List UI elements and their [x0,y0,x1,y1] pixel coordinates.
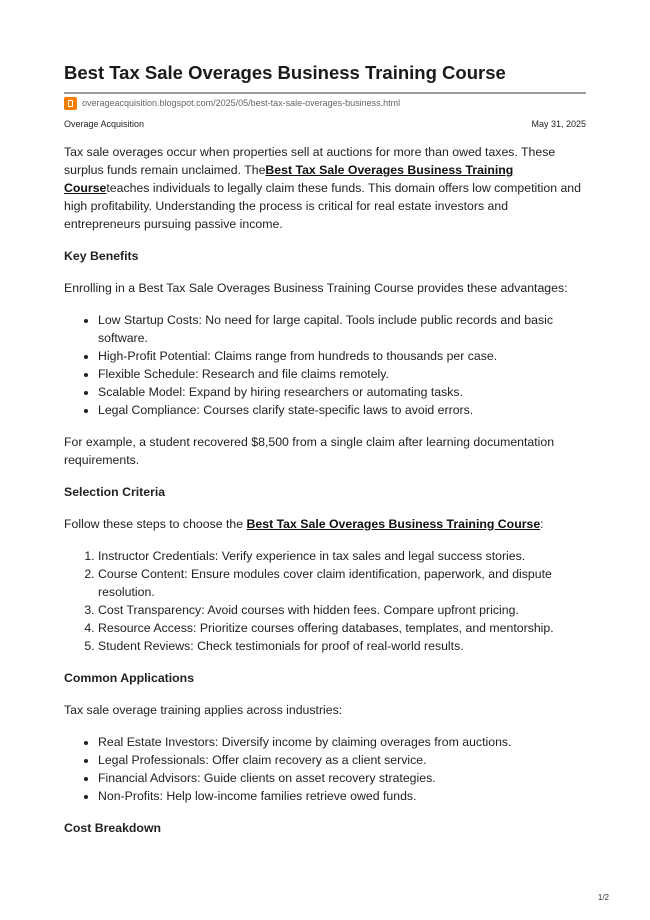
selection-lead [64,515,586,533]
selection-course-link[interactable]: Best Tax Sale Overages Business Training Course [246,517,541,531]
intro-course-link[interactable]: Best Tax Sale Overages Business Training Course [64,163,514,195]
list-item: • Financial Advisors: Guide clients on asset recovery strategies. [98,769,586,787]
intro-paragraph [64,143,586,233]
selection-lead-post: : [540,517,544,531]
source-row [64,96,400,110]
list-item: • Legal Professionals: Offer claim recovery as a client service. [98,751,586,769]
source-url[interactable]: overageacquisition.blogspot.com/2025/05/best-tax-sale-overages-business.html [82,98,401,108]
common-applications-heading: Common Applications [64,671,195,685]
applications-lead: Tax sale overage training applies across industries: [64,703,343,717]
key-benefits-heading: Key Benefits [64,249,139,263]
list-item: • Flexible Schedule: Research and file claims remotely. [98,365,586,383]
page-number: 1/2 [597,893,609,902]
publish-date: May 31, 2025 [531,119,586,129]
list-item: • Non-Profits: Help low-income families retrieve owed funds. [98,787,586,805]
list-item: • Legal Compliance: Courses clarify state-specific laws to avoid errors. [98,401,586,419]
selection-lead-pre: Follow these steps to choose the [64,517,247,531]
article-body [64,143,586,851]
list-item: • Scalable Model: Expand by hiring researchers or automating tasks. [98,383,586,401]
intro-text-pre: Tax sale overages occur when properties sell at auctions for more than owed taxes. These surplus funds remain unclaimed. The [64,145,556,177]
list-item: 4. Resource Access: Prioritize courses offering databases, templates, and mentorship. [98,619,586,637]
key-benefits-list [64,311,586,419]
selection-criteria-list [64,547,586,655]
list-item: 1. Instructor Credentials: Verify experience in tax sales and legal success stories. [98,547,586,565]
list-item: • Real Estate Investors: Diversify income by claiming overages from auctions. [98,733,586,751]
key-benefits-lead: Enrolling in a Best Tax Sale Overages Business Training Course provides these advantages: [64,281,568,295]
list-item: 3. Cost Transparency: Avoid courses with hidden fees. Compare upfront pricing. [98,601,586,619]
applications-list [64,733,586,805]
list-item: 2. Course Content: Ensure modules cover claim identification, paperwork, and dispute resolution. [98,565,586,601]
cost-breakdown-heading: Cost Breakdown [64,821,162,835]
page-title: Best Tax Sale Overages Business Training Course [64,62,506,83]
list-item: • High-Profit Potential: Claims range from hundreds to thousands per case. [98,347,586,365]
list-item: 5. Student Reviews: Check testimonials for proof of real-world results. [98,637,586,655]
blogger-icon [64,97,77,110]
list-item: • Low Startup Costs: No need for large capital. Tools include public records and basic software. [98,311,586,347]
intro-text-post: teaches individuals to legally claim these funds. This domain offers low competition and high profitability. Understanding the process is critical for real estate investors and entrepreneurs pursuing passive income. [64,181,581,231]
example-paragraph: For example, a student recovered $8,500 from a single claim after learning documentation requirements. [64,435,555,467]
selection-criteria-heading: Selection Criteria [64,485,166,499]
title-divider [64,92,586,94]
author-name: Overage Acquisition [64,119,145,129]
